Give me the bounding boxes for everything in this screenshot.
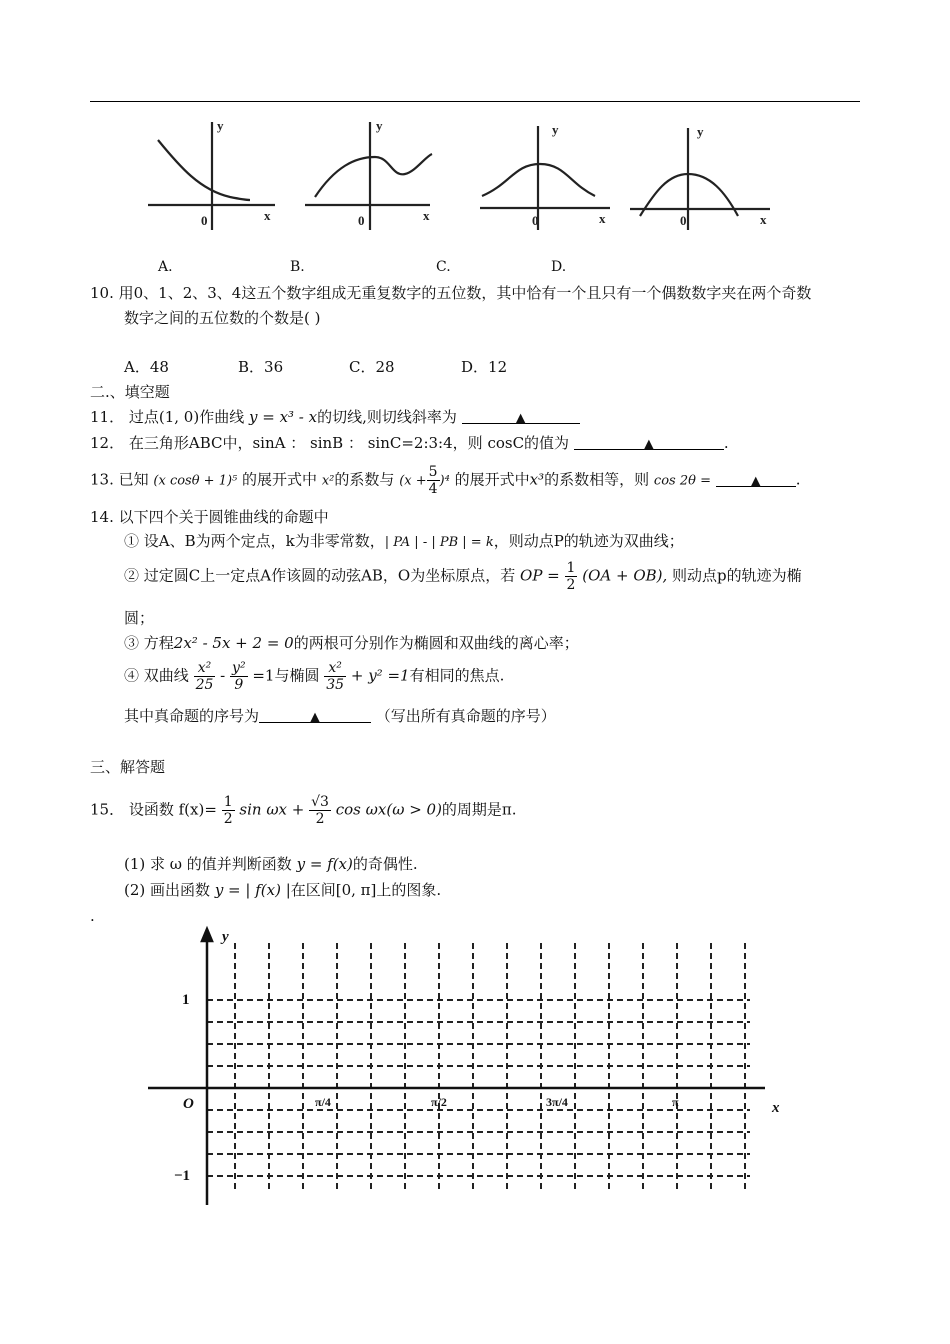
q14-item4-text-b: 有相同的焦点.	[409, 666, 505, 685]
q14-item2-half-num: 1	[566, 560, 576, 576]
q15-root3-num: √3	[311, 794, 329, 810]
q14-item4-frac1	[194, 660, 216, 693]
q13-expr2-right: )⁴	[439, 473, 450, 489]
q15-part2-expr: y = | f(x) |	[214, 881, 291, 899]
graph-d-origin: 0	[680, 213, 687, 228]
q14-item4-frac2	[230, 660, 248, 693]
graph-a-x-label: x	[264, 208, 271, 223]
q14-item4-frac1-den: 25	[195, 677, 214, 693]
q14-answer-blank[interactable]	[259, 706, 371, 723]
graph-options-figure	[140, 112, 780, 242]
q14-item3-text-a: ③ 方程	[124, 634, 174, 652]
q14-item4	[124, 660, 504, 693]
graph-b-x-label: x	[423, 208, 430, 223]
graph-d	[630, 128, 770, 230]
q13-fraction	[427, 464, 440, 497]
q10-text-line2: 数字之间的五位数的个数是( )	[124, 309, 321, 327]
graph-b	[305, 122, 432, 230]
grid-y-tick-1: 1	[182, 992, 190, 1008]
graph-c	[480, 126, 610, 230]
q14-item4-plus: + y² =1	[350, 666, 410, 685]
q11	[90, 407, 580, 427]
grid-x-tick-pi2: π/2	[431, 1095, 447, 1109]
q15-cos: cos ωx(ω > 0)	[335, 800, 442, 819]
q13	[90, 464, 801, 497]
q14-item3-expr: 2x² - 5x + 2 = 0	[173, 634, 294, 652]
q14-item4-eq1: =1与椭圆	[252, 666, 320, 685]
graph-label-c: C.	[436, 259, 451, 275]
q13-mid3: 的展开式中	[454, 470, 530, 489]
q12-end: .	[723, 434, 729, 452]
graph-c-y-label: y	[552, 122, 559, 137]
q14-item4-frac3	[324, 660, 346, 693]
q14-item2	[124, 560, 802, 593]
q15-part1-expr: y = f(x)	[296, 855, 353, 873]
q15-part2	[124, 880, 441, 900]
q14-item2-expr-left: OP =	[520, 566, 560, 585]
q14-item2-text-a: ② 过定圆C上一定点A作该圆的动弦AB，O为坐标原点，若	[124, 566, 516, 585]
q14-answer-prefix: 其中真命题的序号为	[124, 707, 260, 725]
q10-option-a: A．48	[124, 358, 169, 376]
graph-b-origin: 0	[358, 213, 365, 228]
grid-x-label: x	[772, 1100, 780, 1116]
q15-stray-dot: .	[90, 907, 95, 925]
q11-point: (1, 0)	[158, 408, 200, 426]
graph-d-y-label: y	[697, 124, 704, 139]
q15-statement	[90, 794, 517, 827]
q11-mid: 作曲线	[199, 408, 245, 426]
q15-part2-text-b: 在区间[0, π]上的图象.	[290, 881, 442, 899]
graph-d-x-label: x	[760, 212, 767, 227]
q14-item2-text-b: 则动点p的轨迹为椭	[672, 566, 802, 585]
q14-item4-frac3-num: x²	[324, 660, 346, 677]
q13-frac-num: 5	[428, 464, 438, 480]
graph-c-origin: 0	[532, 213, 539, 228]
q13-expr2-left: (x +	[399, 473, 427, 489]
q14-item1	[124, 531, 684, 553]
q10-option-c: C．28	[349, 358, 395, 376]
q15-half-num: 1	[223, 794, 233, 810]
q14-item4-text-a: ④ 双曲线	[124, 666, 189, 685]
graph-c-x-label: x	[599, 211, 606, 226]
q13-mid4: 的系数相等，则	[544, 470, 650, 489]
q12-marker-icon: ▲	[643, 437, 654, 452]
q14-item4-frac3-den: 35	[326, 677, 345, 693]
header-rule	[90, 101, 860, 102]
q13-term1: x²	[321, 473, 335, 489]
q15-sin: sin ωx +	[239, 800, 305, 819]
graph-label-b: B.	[290, 259, 305, 275]
graph-a-origin: 0	[201, 213, 208, 228]
q14-item2-half	[565, 560, 578, 593]
answer-grid[interactable]	[140, 925, 790, 1225]
q14-item4-minus: -	[220, 666, 226, 685]
q12-ask: cosC的值为	[487, 434, 570, 452]
q10-text-line1: 10. 用0、1、2、3、4这五个数字组成无重复数字的五位数，其中恰有一个且只有一个偶数数字夹在两个奇数	[90, 284, 812, 302]
q14-item4-frac2-num: y²	[232, 660, 246, 676]
grid-x-tick-pi: π	[672, 1095, 679, 1109]
q11-marker-icon: ▲	[515, 411, 526, 426]
graph-label-a: A.	[158, 259, 173, 275]
q14-title: 14. 以下四个关于圆锥曲线的命题中	[90, 508, 329, 526]
q15-root3-den: 2	[315, 811, 325, 827]
q14-item4-frac2-den: 9	[234, 677, 244, 693]
q13-expr1: (x cosθ + 1)⁵	[153, 473, 238, 489]
q13-frac-den: 4	[428, 481, 438, 497]
q14-answer-suffix: （写出所有真命题的序号）	[375, 707, 556, 725]
q12-answer-blank[interactable]	[574, 433, 724, 450]
grid-x-tick-pi4: π/4	[315, 1095, 331, 1109]
q13-prefix: 13. 已知	[90, 470, 149, 489]
grid-origin-label: O	[183, 1096, 194, 1112]
q13-ask: cos 2θ =	[653, 473, 711, 489]
q14-item1-expr: | PA | - | PB | = k	[384, 535, 494, 550]
q15-root3	[309, 794, 331, 827]
q15-prefix: 15． 设函数 f(x)=	[90, 800, 217, 819]
q14-item4-frac1-num: x²	[194, 660, 216, 677]
q14-item1-end: ，则动点P的轨迹为双曲线；	[493, 532, 684, 550]
q14-item3	[124, 633, 579, 653]
grid-lines	[207, 943, 750, 1190]
y-axis-arrow-icon	[202, 929, 212, 941]
q11-answer-blank[interactable]	[462, 407, 580, 424]
grid-y-tick-neg1: −1	[174, 1168, 191, 1184]
q15-half	[222, 794, 235, 827]
q15-half-den: 2	[223, 811, 233, 827]
q13-answer-blank[interactable]	[716, 470, 796, 487]
q15-part2-text-a: (2) 画出函数	[124, 881, 211, 899]
q12	[90, 433, 729, 453]
q15-part1-text-a: (1) 求 ω 的值并判断函数	[124, 855, 292, 873]
graph-a	[148, 122, 275, 230]
q14-answer	[124, 706, 556, 726]
grid-x-tick-3pi4: 3π/4	[546, 1095, 568, 1109]
q12-prefix: 12． 在三角形ABC中，	[90, 434, 253, 452]
grid-y-label: y	[222, 929, 229, 945]
q14-item3-text-b: 的两根可分别作为椭圆和双曲线的离心率；	[293, 634, 579, 652]
q15-period: 的周期是π.	[441, 800, 517, 819]
q15-part1	[124, 854, 418, 874]
q14-marker-icon: ▲	[310, 710, 321, 725]
section2-title: 二.、填空题	[90, 383, 170, 401]
q12-ratio: sinA ： sinB ： sinC=2:3:4，则	[252, 434, 483, 452]
section3-title: 三、解答题	[90, 758, 166, 776]
q13-marker-icon: ▲	[750, 473, 761, 489]
graph-a-y-label: y	[217, 118, 224, 133]
q13-mid2: 的系数与	[334, 470, 395, 489]
q14-item2-wrap: 圆；	[124, 609, 155, 627]
q13-end: .	[795, 470, 801, 489]
q14-item2-expr-right: (OA + OB),	[582, 566, 668, 585]
graph-label-d: D.	[551, 259, 567, 275]
q13-mid1: 的展开式中	[242, 470, 318, 489]
q13-term2: x³	[529, 470, 545, 489]
q14-item2-half-den: 2	[566, 577, 576, 593]
q14-item1-text: ① 设A、B为两个定点，k为非零常数，	[124, 532, 385, 550]
q11-suffix: 的切线,则切线斜率为	[317, 408, 457, 426]
q10-option-b: B．36	[238, 358, 284, 376]
q15-part1-text-b: 的奇偶性.	[352, 855, 418, 873]
graph-b-y-label: y	[376, 118, 383, 133]
q11-curve: y = x³ - x	[248, 408, 318, 426]
q10-option-d: D．12	[461, 358, 508, 376]
q11-prefix: 11． 过点	[90, 408, 159, 426]
